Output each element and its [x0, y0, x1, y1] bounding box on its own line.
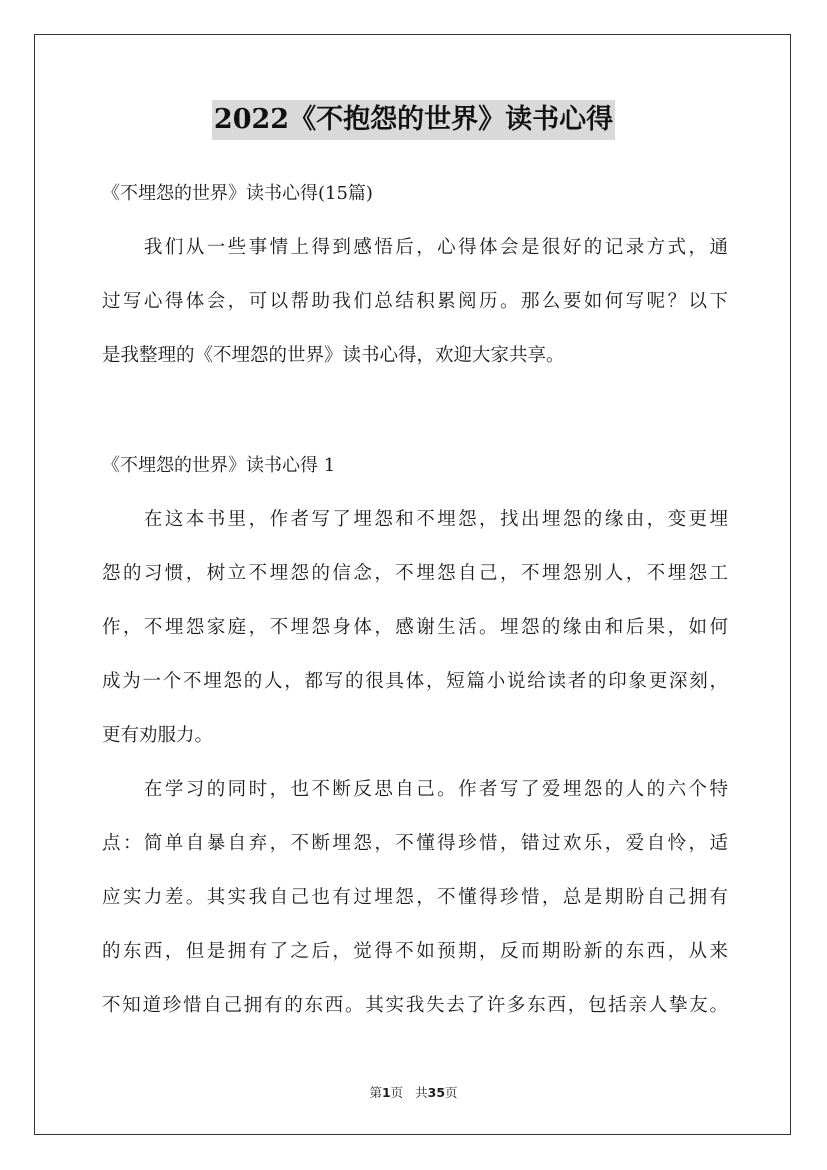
paragraph-line: 应实力差。其实我自己也有过埋怨，不懂得珍惜，总是期盼自己拥有	[102, 887, 728, 908]
paragraph-line: 怨的习惯，树立不埋怨的信念，不埋怨自己，不埋怨别人，不埋怨工	[102, 563, 728, 584]
total-pages-number: 35	[427, 1085, 446, 1100]
paragraph-line: 在这本书里，作者写了埋怨和不埋怨，找出埋怨的缘由，变更埋	[102, 509, 728, 530]
current-page-number: 1	[381, 1085, 391, 1100]
paragraph-line: 成为一个不埋怨的人，都写的很具体，短篇小说给读者的印象更深刻，	[102, 671, 728, 692]
intro-line: 是我整理的《不埋怨的世界》读书心得，欢迎大家共享。	[102, 345, 565, 366]
paragraph-line: 的东西，但是拥有了之后，觉得不如预期，反而期盼新的东西，从来	[102, 941, 728, 962]
footer-total-suffix: 页	[445, 1085, 458, 1100]
document-title: 2022《不抱怨的世界》读书心得	[212, 100, 615, 140]
paragraph-line: 在学习的同时，也不断反思自己。作者写了爱埋怨的人的六个特	[102, 779, 728, 800]
paragraph-line: 不知道珍惜自己拥有的东西。其实我失去了许多东西，包括亲人挚友。	[102, 995, 728, 1016]
footer-total-prefix: 共	[415, 1085, 428, 1100]
paragraph-line: 点：简单自暴自弃，不断埋怨，不懂得珍惜，错过欢乐，爱自怜，适	[102, 833, 728, 854]
footer-prefix: 第	[369, 1085, 382, 1100]
document-subtitle: 《不埋怨的世界》读书心得(15篇)	[102, 183, 373, 204]
section-heading: 《不埋怨的世界》读书心得 1	[102, 455, 336, 476]
page-footer	[0, 1083, 827, 1101]
title-container	[0, 100, 827, 140]
intro-line: 过写心得体会，可以帮助我们总结积累阅历。那么要如何写呢？以下	[102, 291, 728, 312]
paragraph-line: 作，不埋怨家庭，不埋怨身体，感谢生活。埋怨的缘由和后果，如何	[102, 617, 728, 638]
intro-line: 我们从一些事情上得到感悟后，心得体会是很好的记录方式，通	[102, 237, 728, 258]
footer-page-word: 页	[390, 1085, 404, 1100]
paragraph-line: 更有劝服力。	[102, 725, 214, 746]
